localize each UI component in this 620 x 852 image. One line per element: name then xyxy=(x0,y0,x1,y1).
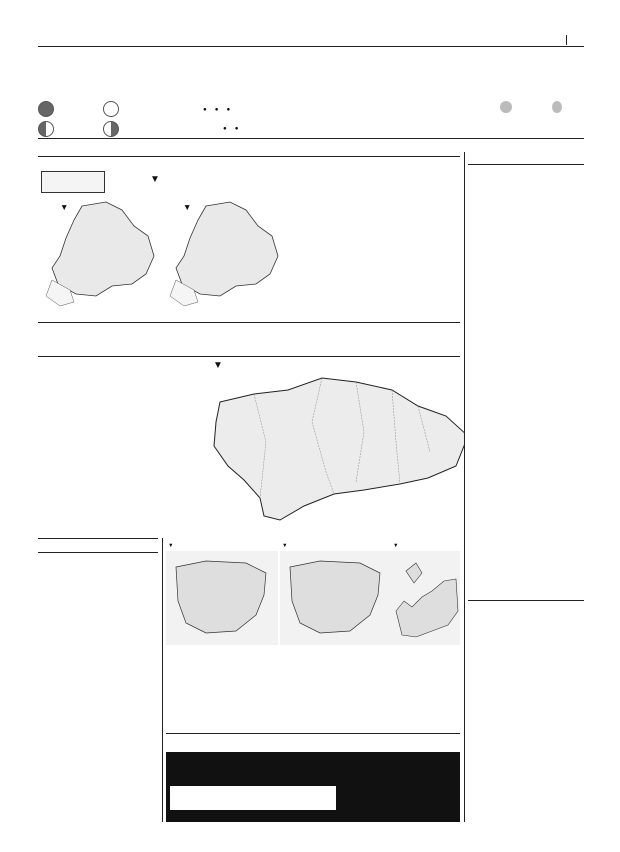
embalses-chart xyxy=(336,660,460,728)
andalucia-weather-icons xyxy=(206,372,464,534)
map-label-thu: ▼ xyxy=(282,543,288,549)
legend-labels xyxy=(38,343,460,353)
map-label-europe: ▼ xyxy=(393,543,399,549)
sun-icon xyxy=(500,101,512,113)
moon-waning-icon xyxy=(103,121,119,137)
ad-phone xyxy=(170,786,336,794)
moon-new-icon xyxy=(38,101,54,117)
andalucia-title: ▼ xyxy=(213,360,223,371)
headline-bullets-1 xyxy=(203,106,230,113)
bullet: ● xyxy=(226,106,231,113)
hoy-label: ▼ xyxy=(60,202,69,212)
sevilla-map-hoy xyxy=(36,198,164,314)
map-label-wed: ▼ xyxy=(168,543,174,549)
moon-icon xyxy=(552,101,562,113)
bullet: ● xyxy=(223,125,227,132)
temp-box xyxy=(41,171,105,193)
sevilla-map-manana xyxy=(160,198,288,314)
iberia-ad[interactable] xyxy=(166,752,460,822)
temp-box-title xyxy=(42,172,104,174)
headline-bullets-2 xyxy=(223,125,239,132)
moon-full-icon xyxy=(103,101,119,117)
manana-label: ▼ xyxy=(183,202,192,212)
sidebar-records xyxy=(44,558,154,568)
bullet: ● xyxy=(203,106,207,113)
sevilla-title: ▼ xyxy=(150,174,160,185)
bullet: ● xyxy=(214,106,219,113)
moon-waxing-icon xyxy=(38,121,54,137)
ad-phone-box xyxy=(170,786,336,810)
europe-weather-icons xyxy=(166,551,460,645)
bullet: ● xyxy=(234,125,239,132)
